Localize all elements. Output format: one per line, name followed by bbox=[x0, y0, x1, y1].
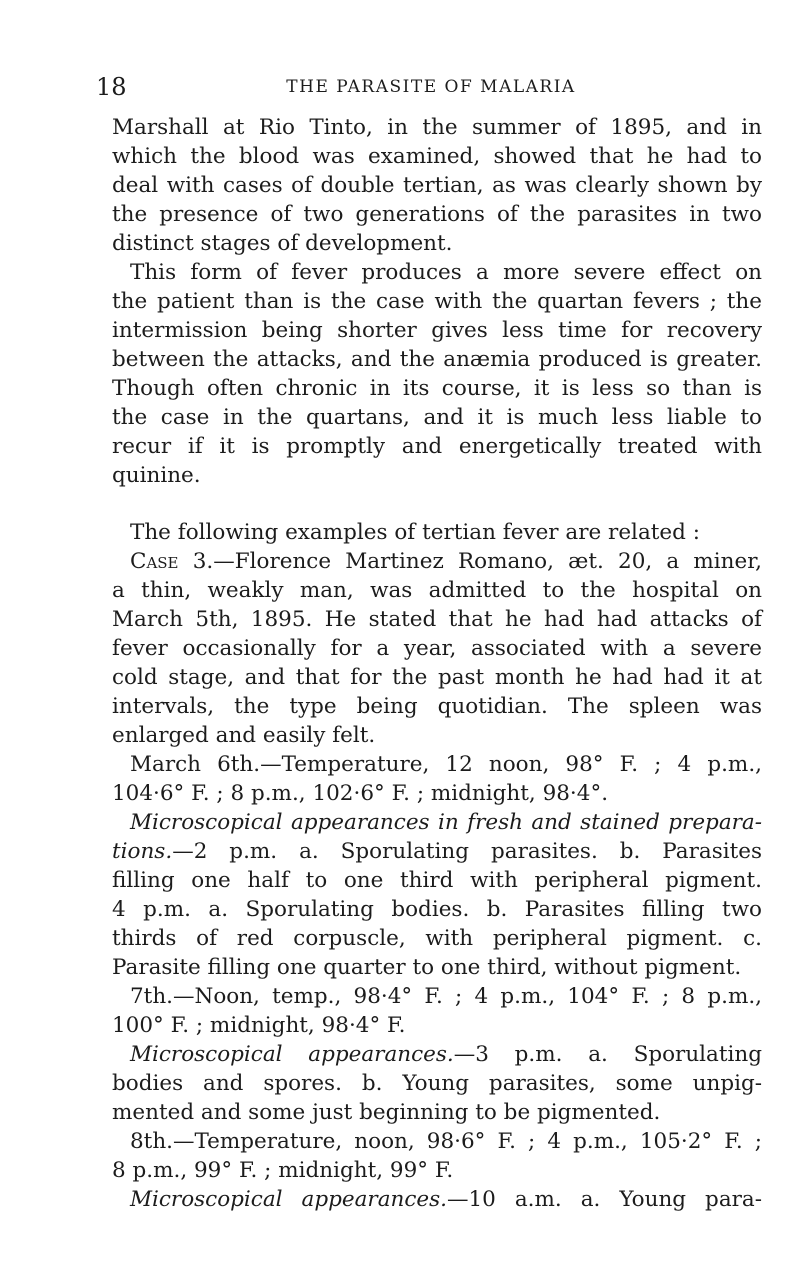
italic-heading: Microscopical appearances. bbox=[130, 1187, 447, 1212]
text-line: a thin, weakly man, was admitted to the hospital on bbox=[112, 578, 762, 603]
text-line: 100° F. ; midnight, 98·4° F. bbox=[112, 1013, 406, 1038]
text-line: deal with cases of double tertian, as was clearly shown by bbox=[112, 173, 762, 198]
page-header bbox=[96, 72, 766, 102]
line-text: —2 p.m. a. Sporulating parasites. b. Parasites bbox=[172, 839, 762, 864]
text-line: intervals, the type being quotidian. The spleen was bbox=[112, 694, 762, 719]
text-line: between the attacks, and the anæmia produced is greater. bbox=[112, 347, 762, 372]
text-line: the case in the quartans, and it is much less liable to bbox=[112, 405, 762, 430]
text-line: Though often chronic in its course, it is less so than is bbox=[112, 376, 762, 401]
text-line: the presence of two generations of the parasites in two bbox=[112, 202, 762, 227]
italic-heading: Microscopical appearances. bbox=[130, 1042, 454, 1067]
text-line: which the blood was examined, showed that he had to bbox=[112, 144, 762, 169]
body-text bbox=[112, 113, 762, 1214]
text-line: March 6th.—Temperature, 12 noon, 98° F. ; 4 p.m., bbox=[130, 752, 762, 777]
text-line: fever occasionally for a year, associated with a severe bbox=[112, 636, 762, 661]
text-line: The following examples of tertian fever are related : bbox=[130, 520, 700, 545]
text-line: mented and some just beginning to be pigmented. bbox=[112, 1100, 661, 1125]
line-text: —10 a.m. a. Young para- bbox=[447, 1187, 763, 1212]
text-line: recur if it is promptly and energetically treated with bbox=[112, 434, 762, 459]
running-head: THE PARASITE OF MALARIA bbox=[286, 77, 576, 97]
text-line: the patient than is the case with the quartan fevers ; the bbox=[112, 289, 762, 314]
text-line: 7th.—Noon, temp., 98·4° F. ; 4 p.m., 104° F. ; 8 p.m., bbox=[130, 984, 762, 1009]
text-line: 8 p.m., 99° F. ; midnight, 99° F. bbox=[112, 1158, 454, 1183]
italic-heading-line: Microscopical appearances in fresh and stained prepara- bbox=[130, 810, 762, 835]
text-line: 104·6° F. ; 8 p.m., 102·6° F. ; midnight, 98·4°. bbox=[112, 781, 609, 806]
text-line: bodies and spores. b. Young parasites, some unpig- bbox=[112, 1071, 762, 1096]
mixed-line bbox=[112, 837, 762, 866]
text-line: 8th.—Temperature, noon, 98·6° F. ; 4 p.m., 105·2° F. ; bbox=[130, 1129, 762, 1154]
mixed-line bbox=[112, 1185, 762, 1214]
text-line: 4 p.m. a. Sporulating bodies. b. Parasites filling two bbox=[112, 897, 762, 922]
page-number: 18 bbox=[96, 73, 127, 101]
case-label: Case bbox=[130, 549, 179, 574]
text-line: Parasite filling one quarter to one third, without pigment. bbox=[112, 955, 742, 980]
case-line-text: 3.—Florence Martinez Romano, æt. 20, a miner, bbox=[178, 549, 762, 574]
mixed-line bbox=[112, 1040, 762, 1069]
text-line: intermission being shorter gives less time for recovery bbox=[112, 318, 762, 343]
paragraph-gap bbox=[112, 490, 762, 518]
text-line: filling one half to one third with peripheral pigment. bbox=[112, 868, 762, 893]
italic-heading: tions. bbox=[112, 839, 173, 864]
text-line: cold stage, and that for the past month he had had it at bbox=[112, 665, 762, 690]
text-line: Marshall at Rio Tinto, in the summer of 1895, and in bbox=[112, 115, 762, 140]
case-heading-line bbox=[112, 547, 762, 576]
text-line: distinct stages of development. bbox=[112, 231, 453, 256]
line-text: —3 p.m. a. Sporulating bbox=[453, 1042, 762, 1067]
text-line: March 5th, 1895. He stated that he had had attacks of bbox=[112, 607, 762, 632]
text-line: quinine. bbox=[112, 463, 201, 488]
text-line: enlarged and easily felt. bbox=[112, 723, 376, 748]
text-line: This form of fever produces a more severe effect on bbox=[130, 260, 762, 285]
text-line: thirds of red corpuscle, with peripheral pigment. c. bbox=[112, 926, 762, 951]
